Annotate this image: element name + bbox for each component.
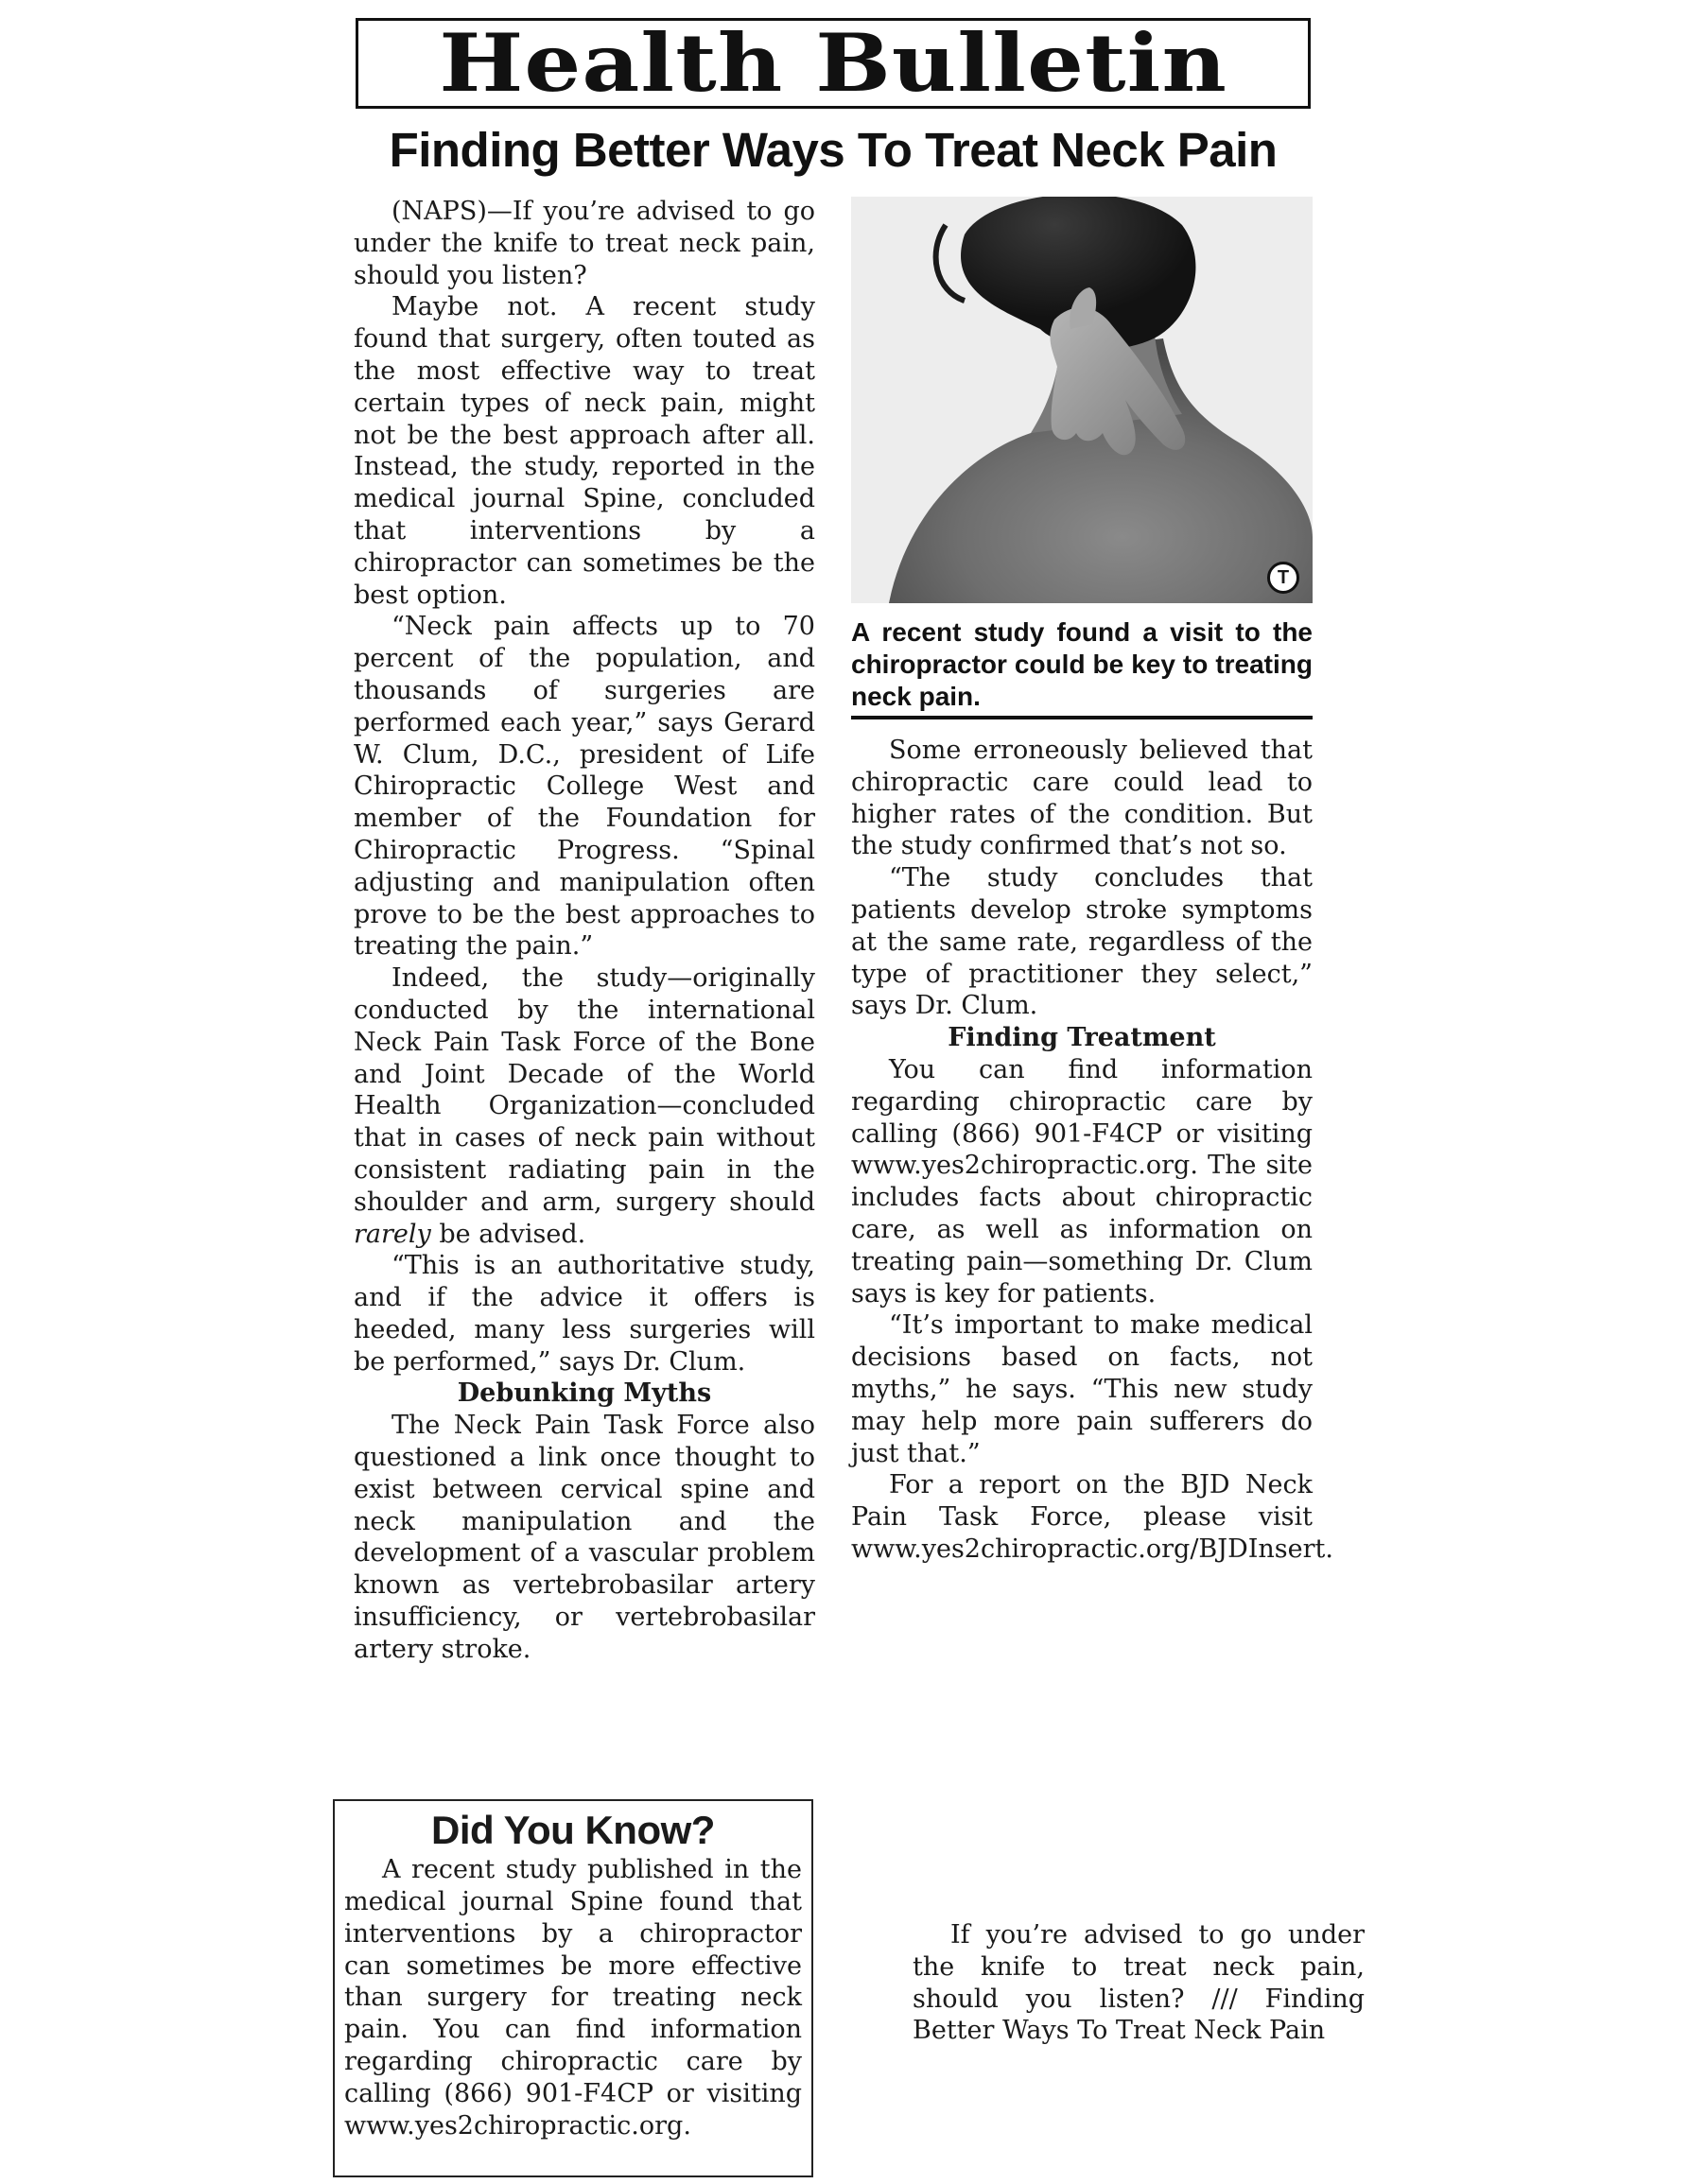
did-you-know-title: Did You Know? [431,1808,715,1852]
paragraph-text: Indeed, the study—originally conducted by the international Neck Pain Task Force of the Bone and Joint Decade of the World Health Organization—concluded that in cases of neck pain without consistent radiating pain in the shoulder and arm, surgery should [354,963,815,1217]
paragraph: You can find information regarding chiropractic care by calling (866) 901-F4CP or visiting www.yes2chiropractic.org. The site includes facts about chiropractic care, as well as information on treating pain—something Dr. Clum says is key for patients. [851,1054,1313,1309]
paragraph: “Neck pain affects up to 70 percent of the population, and thousands of surgeries are performed each year,” says Gerard W. Clum, D.C., president of Life Chiropractic College West and member of the Foundation for Chiropractic Progress. “Spinal adjusting and manipulation often prove to be the best approaches to treating the pain.” [354,612,815,962]
article-photo [851,197,1313,603]
neck-pain-photo-illustration [851,197,1313,603]
paragraph [354,962,815,1250]
paragraph: Maybe not. A recent study found that surgery, often touted as the most effective way to treat certain types of neck pain, might not be the best approach after all. Instead, the study, reported in the medical journal Spine, concluded that interventions by a chiropractor can sometimes be the best option. [354,292,815,610]
caption-divider [851,716,1313,719]
did-you-know-box [333,1799,813,2177]
paragraph: The Neck Pain Task Force also questioned a link once thought to exist between cervical spine and neck manipulation and the development of a vascular problem known as vertebrobasilar artery insufficiency, or vertebrobasilar artery stroke. [354,1411,815,1664]
paragraph: “The study concludes that patients develop stroke symptoms at the same rate, regardless of the type of practitioner they select,” says Dr. Clum. [851,863,1313,1021]
teaser-text: If you’re advised to go under the knife to treat neck pain, should you listen? /// Finding Better Ways To Treat Neck Pain [913,1920,1365,2046]
masthead-box [356,18,1311,109]
article-column-left [354,196,815,1666]
subheading-debunking-myths: Debunking Myths [457,1378,712,1409]
paragraph: “This is an authoritative study, and if the advice it offers is heeded, many less surgeries will be performed,” says Dr. Clum. [354,1251,815,1377]
paragraph: (NAPS)—If you’re advised to go under the knife to treat neck pain, should you listen? [354,197,815,290]
article-column-right [851,735,1333,1566]
paragraph: “It’s important to make medical decisions based on facts, not myths,” he says. “This new study may help more pain sufferers do just that.” [851,1310,1313,1468]
paragraph: Some erroneously believed that chiropractic care could lead to higher rates of the condition. But the study confirmed that’s not so. [851,736,1313,861]
did-you-know-text: A recent study published in the medical journal Spine found that interventions by a chiropractor can sometimes be more effective than surgery for treating neck pain. You can find information regarding chiropractic care by calling (866) 901-F4CP or visiting www.yes2chiropractic.org. [344,1855,802,2141]
emphasis-text: rarely [354,1219,431,1249]
masthead-title: Health Bulletin [439,16,1227,110]
subheading-finding-treatment: Finding Treatment [948,1023,1216,1053]
article-headline: Finding Better Ways To Treat Neck Pain [389,123,1278,177]
paragraph-text: be advised. [430,1219,586,1249]
badge-letter: T [1277,566,1290,588]
photo-caption: A recent study found a visit to the chiropractor could be key to treating neck pain. [851,617,1313,711]
trademark-circle-icon [1267,562,1299,594]
paragraph: For a report on the BJD Neck Pain Task Force, please visit www.yes2chiropractic.org/BJDInsert. [851,1470,1333,1564]
